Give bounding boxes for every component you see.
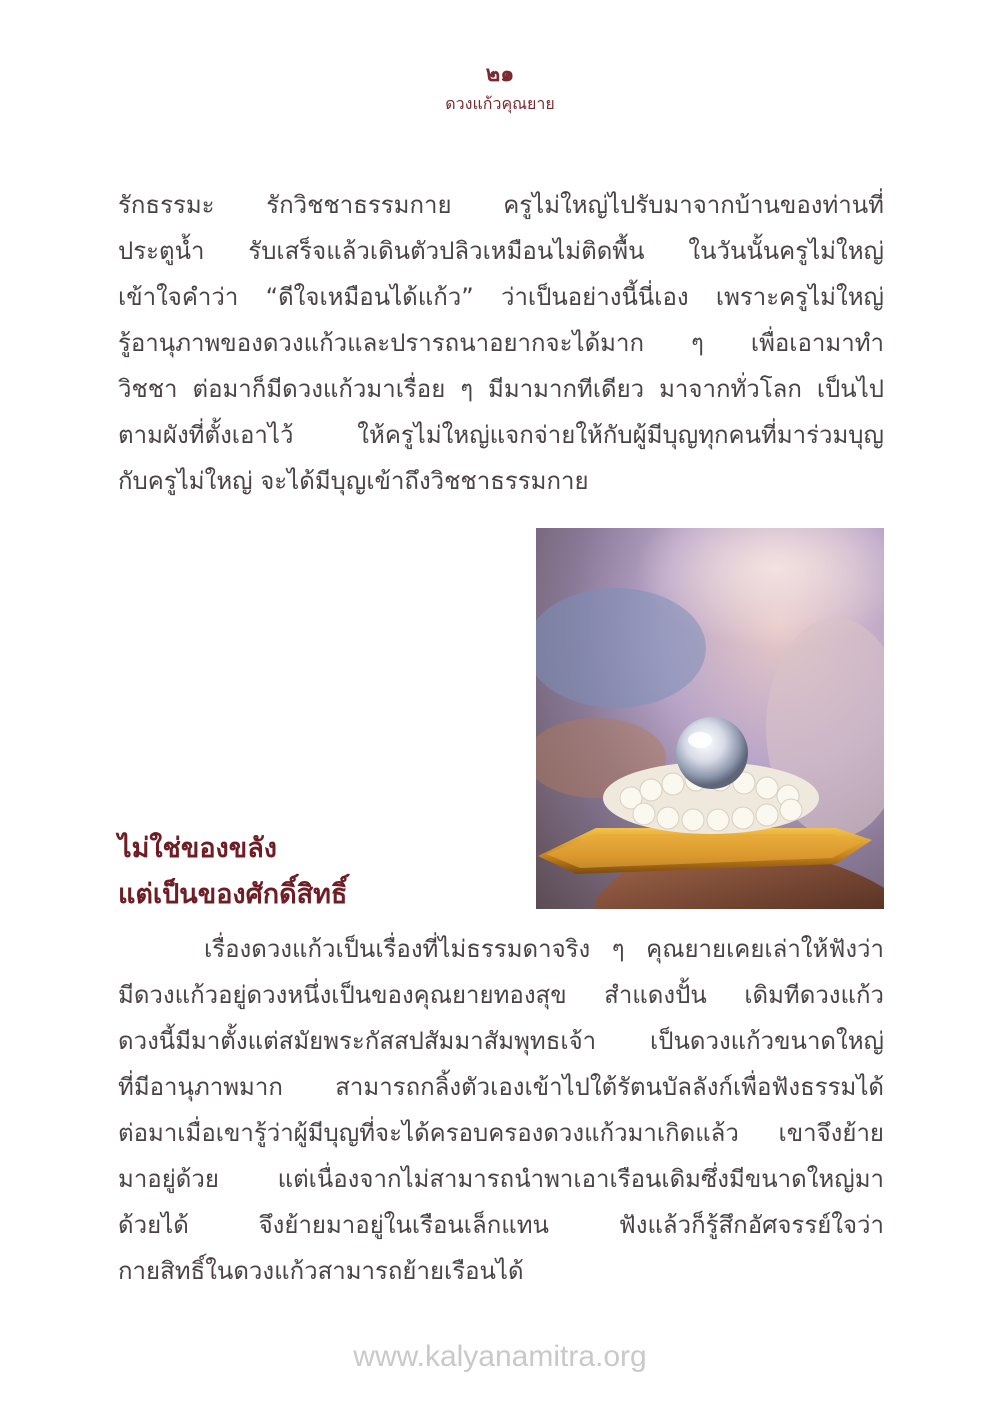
paragraph-line: ต่อมาเมื่อเขารู้ว่าผู้มีบุญที่จะได้ครอบครองดวงแก้วมาเกิดแล้ว เขาจึงย้าย (118, 1119, 884, 1147)
section-heading (118, 826, 518, 918)
paragraph-line: กับครูไม่ใหญ่ จะได้มีบุญเข้าถึงวิชชาธรรมกาย (118, 467, 589, 495)
running-header: ดวงแก้วคุณยาย (445, 94, 555, 113)
paragraph-line: วิชชา ต่อมาก็มีดวงแก้วมาเรื่อย ๆ มีมามากทีเดียว มาจากทั่วโลก เป็นไป (118, 375, 884, 403)
paragraph-line: รักธรรมะ รักวิชชาธรรมกาย ครูไม่ใหญ่ไปรับมาจากบ้านของท่านที่ (118, 191, 884, 219)
paragraph-1 (118, 182, 884, 504)
paragraph-line: ดวงนี้มีมาตั้งแต่สมัยพระกัสสปสัมมาสัมพุทธเจ้า เป็นดวงแก้วขนาดใหญ่ (118, 1027, 884, 1055)
paragraph-line: ด้วยได้ จึงย้ายมาอยู่ในเรือนเล็กแทน ฟังแล้วก็รู้สึกอัศจรรย์ใจว่า (118, 1211, 884, 1239)
footer-url: www.kalyanamitra.org (353, 1340, 647, 1373)
section-heading-line-1: ไม่ใช่ของขลัง (118, 833, 277, 864)
paragraph-line: มาอยู่ด้วย แต่เนื่องจากไม่สามารถนำพาเอาเรือนเดิมซึ่งมีขนาดใหญ่มา (118, 1165, 884, 1193)
paragraph-line: มีดวงแก้วอยู่ดวงหนึ่งเป็นของคุณยายทองสุข สำแดงปั้น เดิมทีดวงแก้ว (118, 981, 884, 1009)
paragraph-line: เรื่องดวงแก้วเป็นเรื่องที่ไม่ธรรมดาจริง ๆ คุณยายเคยเล่าให้ฟังว่า (204, 935, 884, 963)
paragraph-2 (118, 926, 884, 1294)
paragraph-line: ตามผังที่ตั้งเอาไว้ ให้ครูไม่ใหญ่แจกจ่ายให้กับผู้มีบุญทุกคนที่มาร่วมบุญ (118, 421, 884, 449)
paragraph-line: รู้อานุภาพของดวงแก้วและปรารถนาอยากจะได้มาก ๆ เพื่อเอามาทำ (118, 329, 884, 357)
crystal-ball-photo (536, 528, 884, 909)
section-heading-line-2: แต่เป็นของศักดิ์สิทธิ์ (118, 879, 348, 910)
page-number: ๒๑ (485, 62, 515, 87)
paragraph-line: ประตูน้ำ รับเสร็จแล้วเดินตัวปลิวเหมือนไม่ติดพื้น ในวันนั้นครูไม่ใหญ่ (118, 237, 884, 265)
paragraph-line: ที่มีอานุภาพมาก สามารถกลิ้งตัวเองเข้าไปใต้รัตนบัลลังก์เพื่อฟังธรรมได้ (118, 1073, 884, 1101)
paragraph-line: กายสิทธิ์ในดวงแก้วสามารถย้ายเรือนได้ (118, 1257, 524, 1285)
paragraph-line: เข้าใจคำว่า “ดีใจเหมือนได้แก้ว” ว่าเป็นอย่างนี้นี่เอง เพราะครูไม่ใหญ่ (118, 283, 884, 311)
